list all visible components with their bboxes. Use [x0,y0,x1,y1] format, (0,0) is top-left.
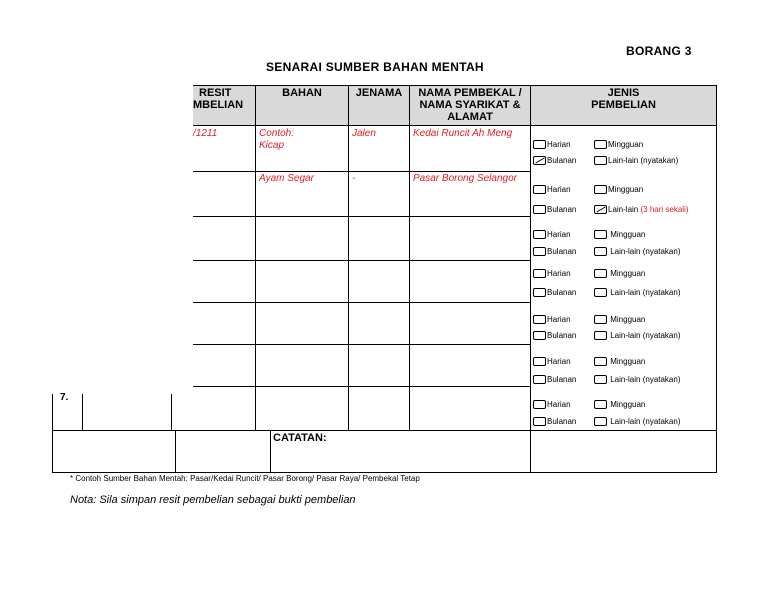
checkbox-icon [533,205,546,214]
option-label: Harian [547,269,571,278]
header-jenis-line1: JENIS [607,87,640,99]
option-label: Bulanan [547,247,577,256]
checkbox-icon [533,315,546,324]
option-lain-lain[interactable] [594,156,678,165]
option-mingguan[interactable] [594,185,643,194]
checkbox-icon [594,230,607,239]
option-mingguan[interactable] [594,357,645,366]
grid-line [255,344,530,345]
header-resit [193,87,255,111]
option-label: Harian [547,140,571,149]
grid-line [193,344,255,345]
checkbox-icon [533,417,546,426]
row1-resit: /1211 [193,128,218,139]
checkbox-icon [533,185,546,194]
option-lain-lain[interactable] [594,331,681,340]
row1-bahan-line1: Contoh: [259,128,295,139]
checkbox-icon [594,140,607,149]
checkbox-icon [533,375,546,384]
option-label: Harian [547,185,571,194]
option-harian[interactable] [533,140,571,149]
grid-line [52,394,53,472]
checkbox-icon [533,331,546,340]
option-label: Lain-lain (nyatakan) [610,375,681,384]
header-bahan: BAHAN [282,87,322,99]
checkbox-icon [594,247,607,256]
checkbox-checked-icon [533,156,546,165]
header-jenama: JENAMA [355,87,403,99]
checkbox-icon [533,140,546,149]
catatan-label: CATATAN: [273,432,327,444]
option-label: Mingguan [610,230,646,239]
grid-line [193,125,717,126]
option-lain-lain[interactable] [594,247,681,256]
option-mingguan[interactable] [594,315,645,324]
header-resit-line2: MBELIAN [193,99,244,111]
grid-line [193,216,255,217]
grid-line [193,171,255,172]
option-label: Lain-lain [608,205,639,214]
option-lain-lain[interactable] [594,205,689,214]
option-bulanan[interactable] [533,205,576,214]
option-label: Mingguan [608,185,644,194]
option-label: Mingguan [610,269,646,278]
option-label: Mingguan [610,357,646,366]
header-jenis-line2: PEMBELIAN [591,99,656,111]
option-bulanan[interactable] [533,288,576,297]
footnote: * Contoh Sumber Bahan Mentah: Pasar/Kedai Runcit/ Pasar Borong/ Pasar Raya/ Pembekal Tetap [70,474,420,483]
option-harian[interactable] [533,357,571,366]
option-harian[interactable] [533,400,571,409]
grid-line [270,430,271,472]
checkbox-icon [533,247,546,256]
grid-line [193,85,717,86]
page-title: SENARAI SUMBER BAHAN MENTAH [266,60,484,74]
grid-line [255,216,530,217]
option-label: Bulanan [547,288,577,297]
row-marker: 7. [60,392,69,403]
header-resit-line1: RESIT [199,87,232,99]
option-harian[interactable] [533,185,571,194]
checkbox-icon [594,156,607,165]
option-bulanan[interactable] [533,156,576,165]
grid-line [171,394,172,430]
option-label: Harian [547,315,571,324]
checkbox-icon [533,269,546,278]
header-pembekal [410,87,530,123]
option-harian[interactable] [533,269,571,278]
option-mingguan[interactable] [594,230,645,239]
grid-line [255,386,530,387]
option-mingguan[interactable] [594,269,645,278]
option-label: Lain-lain (nyatakan) [608,156,679,165]
option-mingguan[interactable] [594,400,645,409]
option-label: Bulanan [547,331,577,340]
option-label: Mingguan [610,400,646,409]
checkbox-icon [533,400,546,409]
grid-line [193,260,255,261]
option-label: Bulanan [547,205,577,214]
checkbox-icon [594,400,607,409]
row1-bahan [259,128,294,152]
grid-line [193,302,255,303]
option-label: Bulanan [547,375,577,384]
row2-jenama: - [352,173,356,184]
option-lain-lain[interactable] [594,288,681,297]
checkbox-icon [594,315,607,324]
header-pembekal-line3: ALAMAT [447,111,493,123]
option-label: Harian [547,230,571,239]
row1-bahan-line2: Kicap [259,140,285,151]
nota: Nota: Sila simpan resit pembelian sebagai bukti pembelian [70,494,356,506]
grid-line [52,430,717,431]
option-label: Lain-lain (nyatakan) [610,288,681,297]
option-mingguan[interactable] [594,140,643,149]
row2-pembekal: Pasar Borong Selangor [413,173,517,184]
row2-bahan: Ayam Segar [259,173,314,184]
option-label: Harian [547,357,571,366]
row1-jenama: Jalen [352,128,376,139]
checkbox-icon [594,185,607,194]
option-bulanan[interactable] [533,417,576,426]
option-bulanan[interactable] [533,375,576,384]
grid-line [348,85,349,431]
option-lain-lain[interactable] [594,375,681,384]
grid-line [175,430,176,472]
header-jenis [531,87,716,111]
checkbox-icon [594,288,607,297]
option-label: Mingguan [610,315,646,324]
option-note: (3 hari sekali) [640,205,689,214]
checkbox-icon [594,417,607,426]
checkbox-icon [594,269,607,278]
option-label: Bulanan [547,156,577,165]
option-bulanan[interactable] [533,247,576,256]
grid-line [255,85,256,431]
checkbox-icon [533,288,546,297]
checkbox-icon [594,357,607,366]
row1-pembekal: Kedai Runcit Ah Meng [413,128,513,139]
option-harian[interactable] [533,315,571,324]
checkbox-checked-icon [594,205,607,214]
grid-line [409,85,410,431]
option-harian[interactable] [533,230,571,239]
grid-line [716,85,717,472]
option-label: Lain-lain (nyatakan) [610,417,681,426]
checkbox-icon [594,375,607,384]
grid-line [255,171,530,172]
header-pembekal-line1: NAMA PEMBEKAL / [418,87,522,99]
grid-line [255,260,530,261]
grid-line [530,85,531,472]
option-lain-lain[interactable] [594,417,681,426]
option-label: Harian [547,400,571,409]
checkbox-icon [533,357,546,366]
grid-line [52,472,717,473]
checkbox-icon [594,331,607,340]
option-label: Bulanan [547,417,577,426]
option-label: Lain-lain (nyatakan) [610,247,681,256]
checkbox-icon [533,230,546,239]
option-bulanan[interactable] [533,331,576,340]
grid-line [193,386,255,387]
header-pembekal-line2: NAMA SYARIKAT & [419,99,521,111]
grid-line [255,302,530,303]
grid-line [82,394,83,430]
option-label: Lain-lain (nyatakan) [610,331,681,340]
form-code: BORANG 3 [626,44,692,58]
option-label: Mingguan [608,140,644,149]
